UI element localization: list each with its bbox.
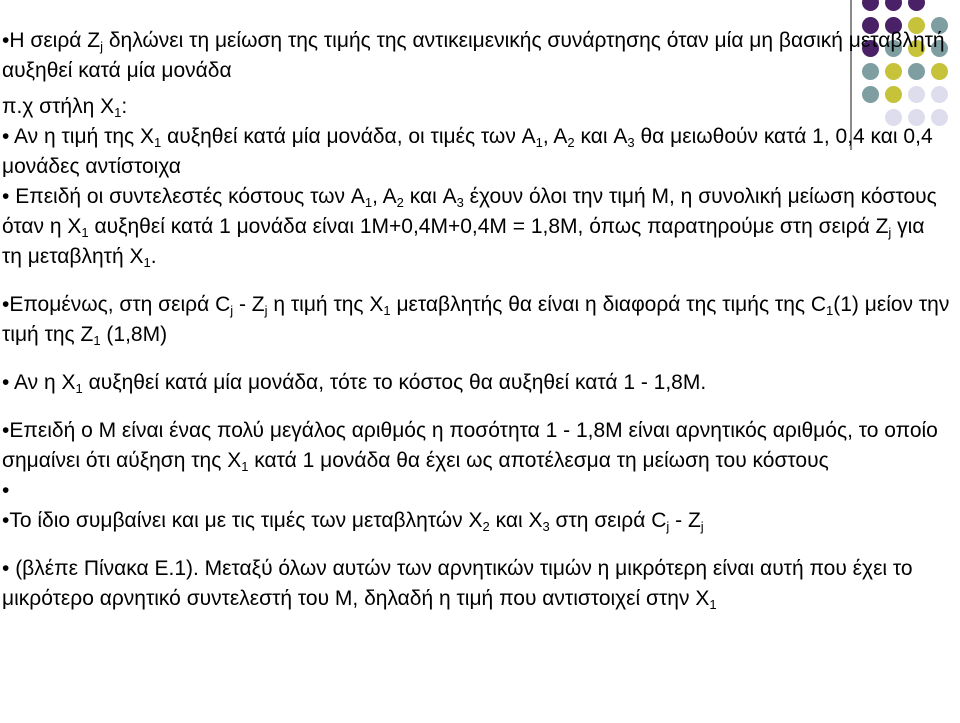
bullet: • (2, 29, 10, 52)
paragraph-table-reference: • (βλέπε Πίνακα Ε.1). Μεταξύ όλων αυτών των αρνητικών τιμών η μικρότερη είναι αυτή που έχει το μικρότερο αρνητικό συντελεστή του M, δηλαδή η τιμή που αντιστοιχεί στην $X_1$ (2, 557, 913, 612)
paragraph-cost-increase: • Αν η $X_1$ αυξηθεί κατά μία μονάδα, τότε το κόστος θα αυξηθεί κατά 1 - 1,8M. (2, 371, 707, 396)
bullet: • (2, 293, 10, 316)
bullet: • (2, 557, 10, 580)
paragraph-empty-bullet (2, 476, 950, 506)
paragraph-example-heading: π.χ στήλη $X_1$: (2, 95, 128, 120)
bullet: • (2, 125, 10, 148)
paragraph-total-reduction: • Επειδή οι συντελεστές κόστους των $A_1$, $A_2$ και $A_3$ έχουν όλοι την τιμή M, η συνολική μείωση κόστους όταν η $X_1$ αυξηθεί κατά 1 μονάδα είναι 1M+0,4M+0,4M = 1,8M, όπως παρατηρούμε στη σειρά $Z_j$ για τη μεταβλητή $X_1$. (2, 185, 937, 270)
decorative-dot (862, 0, 879, 11)
slide-body (2, 26, 950, 614)
decorative-dot (885, 0, 902, 11)
decorative-dot (908, 0, 925, 11)
bullet: • (2, 479, 10, 502)
paragraph-same-for-x2-x3: •Το ίδιο συμβαίνει και με τις τιμές των μεταβλητών $X_2$ και $X_3$ στη σειρά $C_j - Z_j$ (2, 509, 704, 534)
paragraph-definition: •Η σειρά $Z_j$ δηλώνει τη μείωση της τιμής της αντικειμενικής συνάρτησης όταν μία μη βασική μεταβλητή αυξηθεί κατά μία μονάδα (2, 29, 945, 82)
paragraph-big-m: •Επειδή ο M είναι ένας πολύ μεγάλος αριθμός η ποσότητα 1 - 1,8M είναι αρνητικός αριθμός, το οποίο σημαίνει ότι αύξηση της $X_1$ κατά 1 μονάδα θα έχει ως αποτέλεσμα τη μείωση του κόστους (2, 419, 938, 474)
bullet: • (2, 419, 10, 442)
bullet: • (2, 185, 10, 208)
paragraph-coefficients: • Αν η τιμή της $X_1$ αυξηθεί κατά μία μονάδα, οι τιμές των $A_1$, $A_2$ και $A_3$ θα μειωθούν κατά 1, 0,4 και 0,4 μονάδες αντίστοιχα (2, 125, 933, 178)
bullet: • (2, 509, 10, 532)
bullet: • (2, 371, 10, 394)
paragraph-cj-zj: •Επομένως, στη σειρά $C_j - Z_j$ η τιμή της $X_1$ μεταβλητής θα είναι η διαφορά της τιμής της $C_1(1)$ μείον την τιμή της $Z_1$ (1,8M) (2, 293, 950, 348)
